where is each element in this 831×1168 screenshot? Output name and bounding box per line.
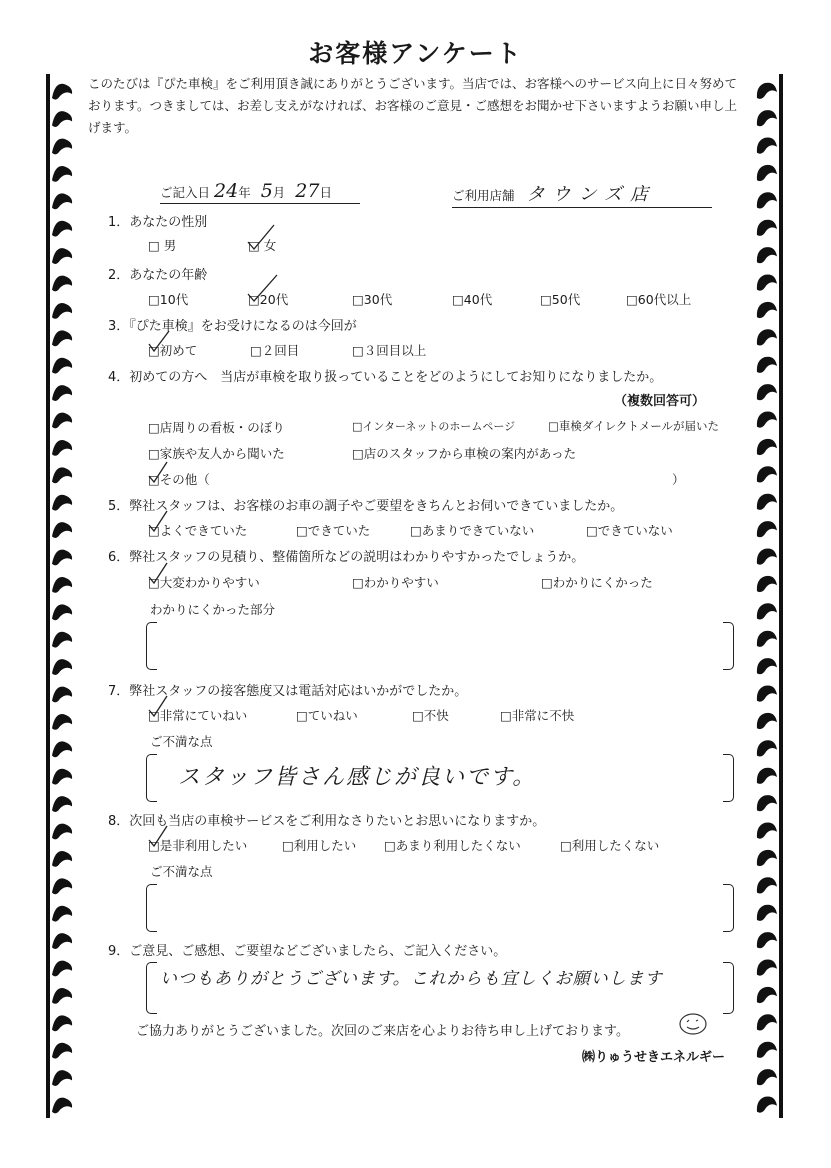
q4-option-signboard[interactable]: □店周りの看板・のぼり	[148, 420, 285, 435]
q6-option-very-clear[interactable]: □大変わかりやすい	[148, 575, 260, 590]
q4-option-staff-guidance[interactable]: □店のスタッフから車検の案内があった	[352, 446, 577, 461]
q9-answer[interactable]: いつもありがとうございます。これからも宜しくお願いします	[160, 969, 663, 989]
q8-option-yes[interactable]: □利用したい	[282, 838, 357, 853]
q2-check-mark	[244, 272, 280, 304]
company-name: ㈱りゅうせきエネルギー	[582, 1050, 726, 1065]
q2-option-40s[interactable]: □40代	[452, 292, 493, 307]
q6-sub-label: わかりにくかった部分	[150, 602, 276, 617]
q4-option-website[interactable]: □インターネットのホームページ	[352, 420, 516, 433]
q2-option-50s[interactable]: □50代	[540, 292, 581, 307]
q6-option-clear[interactable]: □わかりやすい	[352, 575, 439, 590]
q9-text: 9．ご意見、ご感想、ご要望などございましたら、ご記入ください。	[108, 944, 507, 959]
q7-option-polite[interactable]: □ていねい	[296, 708, 358, 723]
q3-option-first[interactable]: □初めて	[148, 343, 198, 358]
q8-option-definitely[interactable]: □是非利用したい	[148, 838, 248, 853]
q3-option-second[interactable]: □２回目	[250, 343, 300, 358]
survey-title: お客様アンケート	[308, 39, 523, 68]
entry-date-year-unit: 年	[238, 185, 251, 200]
q1-text: 1．あなたの性別	[108, 215, 208, 230]
q5-option-good[interactable]: □できていた	[296, 523, 371, 538]
q7-answer[interactable]: スタッフ皆さん感じが良いです。	[178, 765, 537, 790]
entry-date-month-unit: 月	[272, 185, 286, 200]
q4-option-direct-mail[interactable]: □車検ダイレクトメールが届いた	[548, 419, 720, 433]
q5-check-mark	[146, 508, 170, 534]
entry-date-label: ご記入日	[160, 185, 211, 200]
q4-note: （複数回答可）	[614, 394, 706, 409]
q8-answer-bracket-left	[146, 884, 157, 932]
q1-option-male[interactable]: □ 男	[148, 238, 177, 253]
q8-text: 8．次回も当店の車検サービスをご利用なさりたいとお思いになりますか。	[108, 814, 546, 829]
q4-check-mark	[146, 459, 170, 485]
closing-text: ご協力ありがとうございました。次回のご来店を心よりお待ち申し上げております。	[136, 1024, 629, 1039]
q6-text: 6．弊社スタッフの見積り、整備箇所などの説明はわかりやすかったでしょうか。	[108, 550, 585, 565]
smiley-doodle-icon	[678, 1012, 708, 1036]
decorative-border-right	[749, 74, 783, 1118]
q2-option-10s[interactable]: □10代	[148, 292, 189, 307]
q8-sub-label: ご不満な点	[150, 864, 213, 879]
q8-check-mark	[146, 823, 170, 849]
entry-date-day-unit: 日	[319, 185, 332, 200]
q6-check-mark	[146, 560, 170, 586]
q7-answer-bracket-left	[146, 754, 157, 802]
intro-text: このたびは『ぴた車検』をご利用頂き誠にありがとうございます。当店では、お客様へのサービス向上に日々努めております。つきましては、お差し支えがなければ、お客様のご意見・ご感想をお聞かせ下さいますようお願い申し上げます。	[88, 76, 738, 135]
q8-option-no[interactable]: □利用したくない	[560, 838, 660, 853]
q3-check-mark	[146, 328, 172, 354]
q1-check-mark	[244, 222, 278, 252]
q8-answer-bracket-right	[723, 884, 734, 932]
entry-date-month[interactable]: 5	[260, 180, 273, 202]
q2-text: 2．あなたの年齢	[108, 268, 208, 283]
store-label: ご利用店舗	[452, 188, 515, 203]
q2-option-60s-plus[interactable]: □60代以上	[626, 292, 692, 307]
q7-text: 7．弊社スタッフの接客態度又は電話対応はいかがでしたか。	[108, 684, 468, 699]
decorative-border-left	[46, 74, 80, 1118]
q4-option-family-friends[interactable]: □家族や友人から聞いた	[148, 446, 285, 461]
q4-option-other[interactable]: □その他（	[148, 472, 210, 487]
q7-option-very-unpleasant[interactable]: □非常に不快	[500, 708, 575, 723]
store-value[interactable]: タウンズ店	[526, 184, 656, 205]
q4-text: 4．初めての方へ 当店が車検を取り扱っていることをどのようにしてお知りになりましたか。	[108, 370, 663, 385]
q7-option-very-polite[interactable]: □非常にていねい	[148, 708, 248, 723]
q2-option-20s[interactable]: □20代	[248, 292, 289, 307]
q7-sub-label: ご不満な点	[150, 734, 213, 749]
q7-option-unpleasant[interactable]: □不快	[412, 708, 449, 723]
q3-option-third-plus[interactable]: □３回目以上	[352, 343, 427, 358]
q1-option-female[interactable]: □ 女	[248, 238, 277, 253]
entry-date-day[interactable]: 27	[295, 180, 320, 202]
entry-date-year[interactable]: 24	[214, 180, 239, 202]
q5-option-not-much[interactable]: □あまりできていない	[410, 523, 535, 538]
q5-text: 5．弊社スタッフは、お客様のお車の調子やご要望をきちんとお伺いできていましたか。	[108, 499, 624, 514]
q5-option-very-good[interactable]: □よくできていた	[148, 523, 248, 538]
q7-answer-bracket-right	[723, 754, 734, 802]
q7-check-mark	[146, 693, 170, 719]
q8-option-not-really[interactable]: □あまり利用したくない	[384, 838, 521, 853]
q3-text: 3．『ぴた車検』をお受けになるのは今回が	[108, 319, 357, 334]
q5-option-not-at-all[interactable]: □できていない	[586, 523, 673, 538]
q6-option-unclear[interactable]: □わかりにくかった	[541, 575, 653, 590]
q4-option-other-close: ）	[672, 472, 685, 487]
q9-answer-bracket-left	[146, 962, 157, 1014]
entry-date	[160, 180, 360, 204]
q6-answer-bracket-right	[723, 622, 734, 670]
store-field	[452, 180, 712, 208]
q2-option-30s[interactable]: □30代	[352, 292, 393, 307]
q6-answer-bracket-left	[146, 622, 157, 670]
